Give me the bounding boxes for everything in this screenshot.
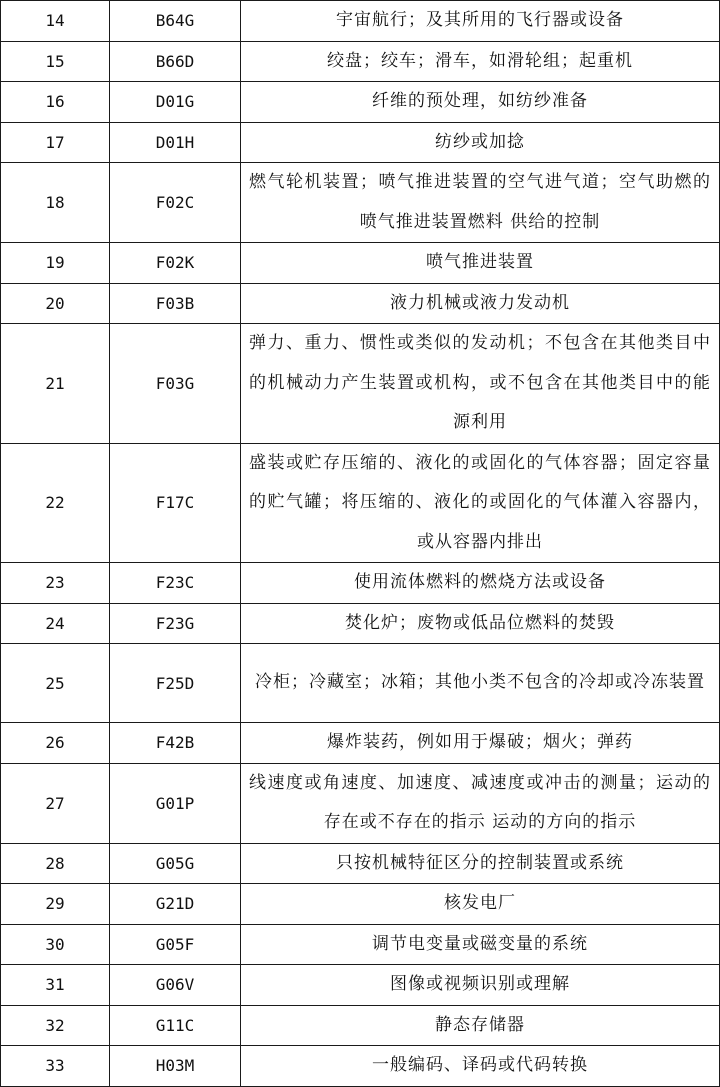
row-number-cell: 20 bbox=[1, 283, 110, 324]
table-row bbox=[1, 563, 720, 604]
row-number-cell: 28 bbox=[1, 843, 110, 884]
ipc-code-cell: G11C bbox=[110, 1005, 241, 1046]
table-row bbox=[1, 843, 720, 884]
table-row bbox=[1, 965, 720, 1006]
row-number-cell: 33 bbox=[1, 1046, 110, 1087]
table-row bbox=[1, 603, 720, 644]
row-number-cell: 24 bbox=[1, 603, 110, 644]
description-text: 纤维的预处理，如纺纱准备 bbox=[372, 91, 588, 111]
ipc-code-cell: F42B bbox=[110, 723, 241, 764]
ipc-code-cell: F23G bbox=[110, 603, 241, 644]
description-text: 使用流体燃料的燃烧方法或设备 bbox=[354, 572, 606, 592]
row-number-cell: 14 bbox=[1, 1, 110, 42]
description-cell bbox=[241, 41, 720, 82]
description-text: 纺纱或加捻 bbox=[435, 131, 525, 152]
ipc-code-cell: F23C bbox=[110, 563, 241, 604]
ipc-code-cell: F03G bbox=[110, 324, 241, 444]
ipc-code-cell: G01P bbox=[110, 763, 241, 843]
table-row bbox=[1, 723, 720, 764]
table-row bbox=[1, 324, 720, 444]
ipc-code-cell: F02C bbox=[110, 163, 241, 243]
row-number-cell: 19 bbox=[1, 243, 110, 284]
row-number-cell: 30 bbox=[1, 924, 110, 965]
description-cell bbox=[241, 563, 720, 604]
row-number-cell: 23 bbox=[1, 563, 110, 604]
description-text: 只按机械特征区分的控制装置或系统 bbox=[336, 852, 624, 873]
row-number-cell: 21 bbox=[1, 324, 110, 444]
table-row bbox=[1, 1005, 720, 1046]
table-row bbox=[1, 443, 720, 563]
ipc-code-cell: G05F bbox=[110, 924, 241, 965]
row-number-cell: 22 bbox=[1, 443, 110, 563]
description-text: 焚化炉；废物或低品位燃料的焚毁 bbox=[345, 612, 615, 633]
description-text: 核发电厂 bbox=[444, 893, 516, 913]
description-cell bbox=[241, 1005, 720, 1046]
table-body bbox=[1, 1, 720, 1087]
description-text: 线速度或角速度、加速度、减速度或冲击的测量；运动的存在或不存在的指示 运动的方向的指示 bbox=[249, 772, 711, 832]
table-row bbox=[1, 1046, 720, 1087]
table-row bbox=[1, 283, 720, 324]
description-cell bbox=[241, 82, 720, 123]
ipc-code-cell: F03B bbox=[110, 283, 241, 324]
ipc-code-cell: D01H bbox=[110, 122, 241, 163]
ipc-code-cell: F17C bbox=[110, 443, 241, 563]
ipc-code-cell: G06V bbox=[110, 965, 241, 1006]
table-row bbox=[1, 163, 720, 243]
row-number-cell: 18 bbox=[1, 163, 110, 243]
description-text: 喷气推进装置 bbox=[426, 252, 534, 272]
table-row bbox=[1, 82, 720, 123]
ipc-code-cell: B66D bbox=[110, 41, 241, 82]
description-cell bbox=[241, 283, 720, 324]
table-row bbox=[1, 122, 720, 163]
ipc-code-cell: G21D bbox=[110, 884, 241, 925]
description-cell bbox=[241, 603, 720, 644]
description-text: 静态存储器 bbox=[435, 1014, 525, 1035]
table-row bbox=[1, 1, 720, 42]
description-cell bbox=[241, 163, 720, 243]
description-cell bbox=[241, 1046, 720, 1087]
description-cell bbox=[241, 443, 720, 563]
description-cell bbox=[241, 1, 720, 42]
description-text: 绞盘；绞车；滑车，如滑轮组；起重机 bbox=[327, 50, 633, 71]
ipc-code-cell: G05G bbox=[110, 843, 241, 884]
row-number-cell: 17 bbox=[1, 122, 110, 163]
table-row bbox=[1, 924, 720, 965]
description-cell bbox=[241, 122, 720, 163]
description-text: 宇宙航行；及其所用的飞行器或设备 bbox=[336, 10, 624, 30]
description-text: 一般编码、译码或代码转换 bbox=[372, 1055, 588, 1075]
ipc-code-cell: F02K bbox=[110, 243, 241, 284]
description-cell bbox=[241, 763, 720, 843]
description-text: 爆炸装药，例如用于爆破；烟火；弹药 bbox=[327, 732, 633, 752]
description-cell bbox=[241, 843, 720, 884]
row-number-cell: 25 bbox=[1, 644, 110, 723]
ipc-code-cell: D01G bbox=[110, 82, 241, 123]
description-text: 盛装或贮存压缩的、液化的或固化的气体容器；固定容量的贮气罐；将压缩的、液化的或固化的气体灌入容器内，或从容器内排出 bbox=[249, 452, 711, 552]
description-cell bbox=[241, 965, 720, 1006]
ipc-code-cell: H03M bbox=[110, 1046, 241, 1087]
row-number-cell: 31 bbox=[1, 965, 110, 1006]
row-number-cell: 29 bbox=[1, 884, 110, 925]
description-text: 冷柜；冷藏室；冰箱；其他小类不包含的冷却或冷冻装置 bbox=[255, 672, 705, 693]
row-number-cell: 16 bbox=[1, 82, 110, 123]
description-text: 弹力、重力、惯性或类似的发动机；不包含在其他类目中的机械动力产生装置或机构，或不包含在其他类目中的能源利用 bbox=[249, 333, 711, 432]
table-row bbox=[1, 763, 720, 843]
description-text: 图像或视频识别或理解 bbox=[390, 974, 570, 994]
table-row bbox=[1, 243, 720, 284]
description-cell bbox=[241, 884, 720, 925]
ipc-code-cell: B64G bbox=[110, 1, 241, 42]
table-row bbox=[1, 884, 720, 925]
row-number-cell: 27 bbox=[1, 763, 110, 843]
ipc-code-cell: F25D bbox=[110, 644, 241, 723]
row-number-cell: 32 bbox=[1, 1005, 110, 1046]
table-row bbox=[1, 644, 720, 723]
row-number-cell: 26 bbox=[1, 723, 110, 764]
description-text: 液力机械或液力发动机 bbox=[390, 292, 570, 313]
row-number-cell: 15 bbox=[1, 41, 110, 82]
description-cell bbox=[241, 644, 720, 723]
description-text: 燃气轮机装置；喷气推进装置的空气进气道；空气助燃的喷气推进装置燃料 供给的控制 bbox=[249, 172, 711, 232]
description-text: 调节电变量或磁变量的系统 bbox=[372, 933, 588, 954]
description-cell bbox=[241, 723, 720, 764]
table-row bbox=[1, 41, 720, 82]
description-cell bbox=[241, 243, 720, 284]
description-cell bbox=[241, 324, 720, 444]
description-cell bbox=[241, 924, 720, 965]
